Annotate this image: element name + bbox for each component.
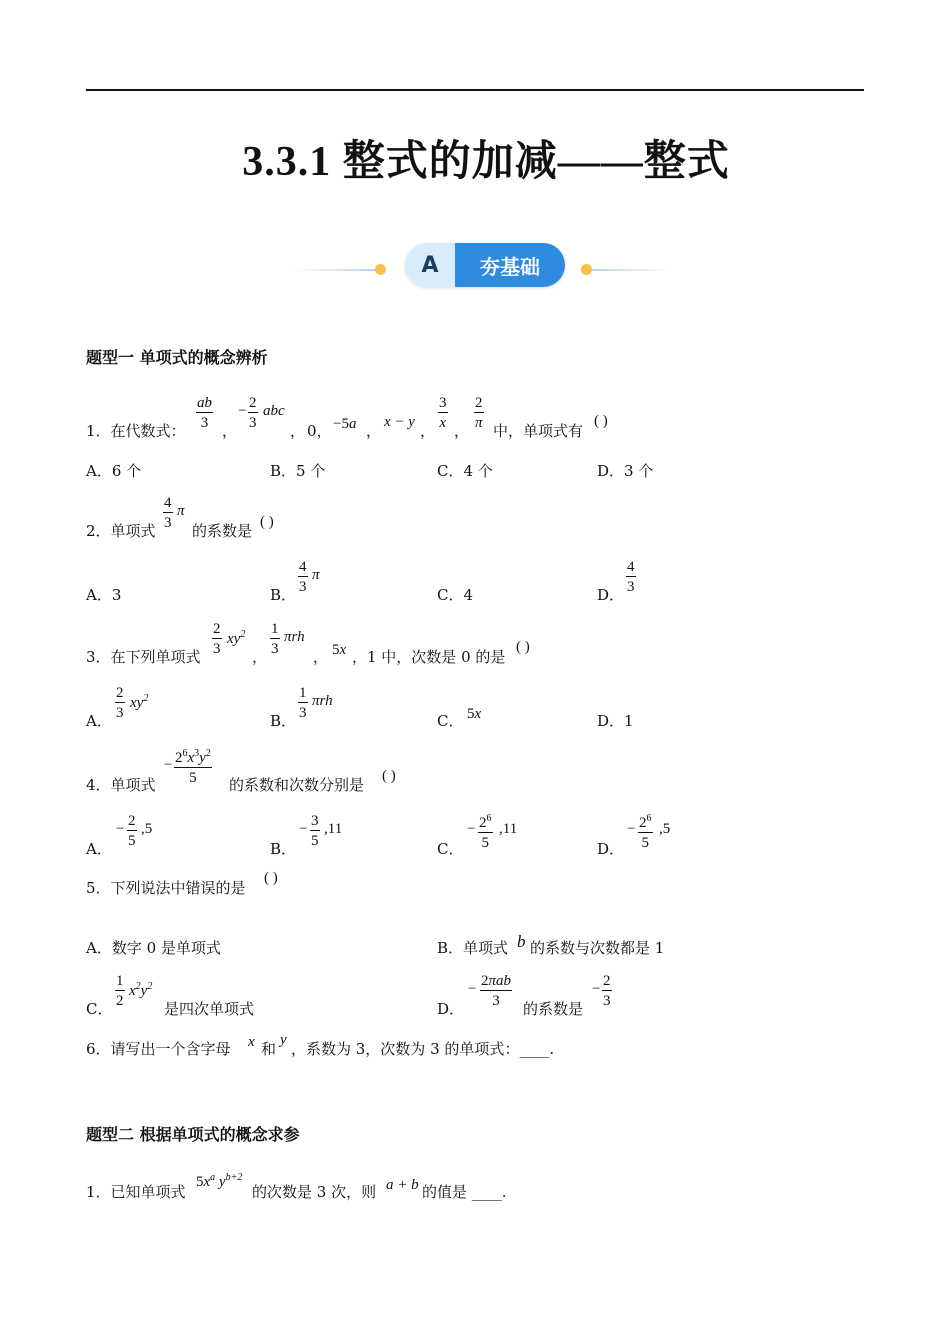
q2-frac-4-3: $\frac{4}{3}$ — [164, 495, 172, 531]
q2-option-b: B． — [270, 586, 297, 604]
q2-option-c: C．4 — [437, 586, 474, 604]
badge-line-left — [295, 269, 375, 271]
q4-option-d: D． — [597, 840, 625, 858]
badge-dot-left — [375, 264, 386, 275]
q4-option-c: C． — [437, 840, 464, 858]
s2-q1-mid: 的次数是 3 次，则 — [252, 1183, 377, 1201]
q5-option-a: A．数字 0 是单项式 — [86, 939, 221, 957]
q2-paren: ( ) — [260, 514, 274, 530]
section-badge — [405, 243, 565, 287]
q2-option-a: A．3 — [86, 586, 122, 604]
q3-suffix: ，1 中，次数是 0 的是 — [352, 648, 506, 666]
q1-zero: 0， — [307, 422, 332, 440]
q1-suffix: 中，单项式有 — [493, 422, 584, 440]
q1-option-c: C．4 个 — [437, 462, 493, 480]
q6-prefix: 6．请写出一个含字母 — [86, 1040, 231, 1058]
q5-paren: ( ) — [264, 870, 278, 886]
q1-prefix: 1．在代数式： — [86, 422, 186, 440]
q1-frac-3x: $\frac{3}{x}$ — [439, 395, 447, 431]
page-title: 3.3.1 整式的加减——整式 — [242, 139, 730, 185]
q6-suffix: ，系数为 3，次数为 3 的单项式：____. — [291, 1040, 555, 1058]
q4-suffix: 的系数和次数分别是 — [229, 776, 365, 794]
q5-option-b2: 的系数与次数都是 1 — [530, 939, 665, 957]
s2-q1-suffix: 的值是 ____. — [422, 1183, 507, 1201]
section1-title: 题型一 单项式的概念辨析 — [86, 348, 268, 367]
top-rule — [86, 89, 864, 91]
q2-suffix: 的系数是 — [192, 522, 253, 540]
q3-option-d: D．1 — [597, 712, 634, 730]
q3-option-c: C． — [437, 712, 464, 730]
q4-paren: ( ) — [382, 768, 396, 784]
q2-option-d: D． — [597, 586, 625, 604]
q6-and: 和 — [261, 1040, 277, 1058]
q3-option-a: A． — [86, 712, 112, 730]
q1-frac-2-3: $\frac{2}{3}$ — [249, 395, 257, 431]
badge-text: 夯基础 — [455, 243, 565, 287]
q4-option-a: A． — [86, 840, 112, 858]
q5-option-c: C． — [86, 1000, 113, 1018]
q1-frac-ab3: $\frac{ab}{3}$ — [197, 395, 212, 431]
q5-option-d: D． — [437, 1000, 465, 1018]
badge-letter: A — [405, 243, 455, 287]
q1-sep: ， — [222, 422, 238, 440]
q4-prefix: 4．单项式 — [86, 776, 156, 794]
s2-q1-prefix: 1．已知单项式 — [86, 1183, 186, 1201]
q1-paren: ( ) — [594, 413, 608, 429]
q1-option-a: A．6 个 — [86, 462, 142, 480]
section2-title: 题型二 根据单项式的概念求参 — [86, 1125, 300, 1144]
q5-option-b1: B．单项式 — [437, 939, 509, 957]
q1-option-b: B．5 个 — [270, 462, 326, 480]
q5-option-d2: 的系数是 — [523, 1000, 584, 1018]
badge-line-right — [592, 269, 672, 271]
q4-option-b: B． — [270, 840, 297, 858]
q3-option-b: B． — [270, 712, 297, 730]
badge-dot-right — [581, 264, 592, 275]
q5-option-c2: 是四次单项式 — [164, 1000, 255, 1018]
q5-prefix: 5．下列说法中错误的是 — [86, 879, 246, 897]
q2-text: 2．单项式 — [86, 522, 156, 540]
q3-paren: ( ) — [516, 639, 530, 655]
q1-frac-2pi: $\frac{2}{\pi}$ — [474, 395, 483, 431]
q1-option-d: D．3 个 — [597, 462, 654, 480]
q3-prefix: 3．在下列单项式 — [86, 648, 201, 666]
